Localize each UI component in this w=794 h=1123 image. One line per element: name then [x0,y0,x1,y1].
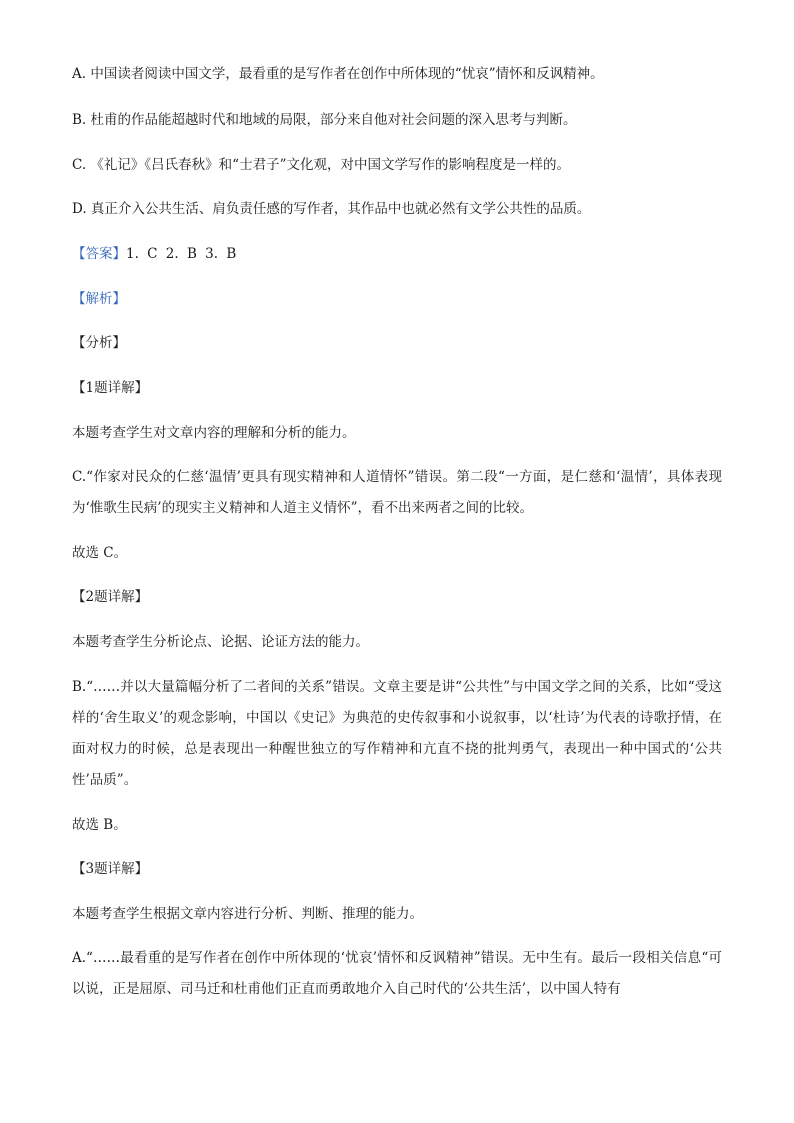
q3-intro: 本题考查学生根据文章内容进行分析、判断、推理的能力。 [72,906,423,922]
q3-heading: 【3题详解】 [72,861,149,877]
option-b: B. 杜甫的作品能超越时代和地域的局限，部分来自他对社会问题的深入思考与判断。 [72,112,577,128]
q2-detail: B.“……并以大量篇幅分析了二者间的关系”错误。文章主要是讲“公共性”与中国文学之间的关系，比如“受这样的‘舍生取义’的观念影响，中国以《史记》为典范的史传叙事和小说叙事，以‘杜诗’为代表的诗歌抒情，在面对权力的时候，总是表现出一种醒世独立的写作精神和亢直不挠的批判勇气，表现出一种中国式的‘公共性’品质”。 [72,679,722,788]
option-c: C. 《礼记》《吕氏春秋》和“士君子”文化观，对中国文学写作的影响程度是一样的。 [72,157,570,173]
fenxi-tag: 【分析】 [72,335,126,351]
answer-values: 1. C 2. B 3. B [126,246,237,262]
q1-heading: 【1题详解】 [72,380,149,396]
q2-heading: 【2题详解】 [72,589,149,605]
q1-intro: 本题考查学生对文章内容的理解和分析的能力。 [72,425,356,441]
q2-intro: 本题考查学生分析论点、论据、论证方法的能力。 [72,634,369,650]
q1-conclusion: 故选 C。 [72,545,128,561]
answer-line [72,244,236,264]
q1-detail: C.“作家对民众的仁慈‘温情’更具有现实精神和人道情怀”错误。第二段“一方面，是仁慈和‘温情’，具体表现为‘惟歌生民病’的现实主义精神和人道主义情怀”，看不出来两者之间的比较。 [72,469,722,516]
q2-conclusion: 故选 B。 [72,817,127,833]
analysis-tag: 【解析】 [72,291,126,307]
option-a: A. 中国读者阅读中国文学，最看重的是写作者在创作中所体现的“忧哀”情怀和反讽精神。 [72,66,604,82]
q3-detail: A.“……最看重的是写作者在创作中所体现的‘忧哀’情怀和反讽精神”错误。无中生有。最后一段相关信息“可以说，正是屈原、司马迁和杜甫他们正直而勇敢地介入自己时代的‘公共生活’，以中国人特有 [72,950,722,997]
option-d: D. 真正介入公共生活、肩负责任感的写作者，其作品中也就必然有文学公共性的品质。 [72,201,591,217]
answer-tag: 【答案】 [72,246,126,262]
